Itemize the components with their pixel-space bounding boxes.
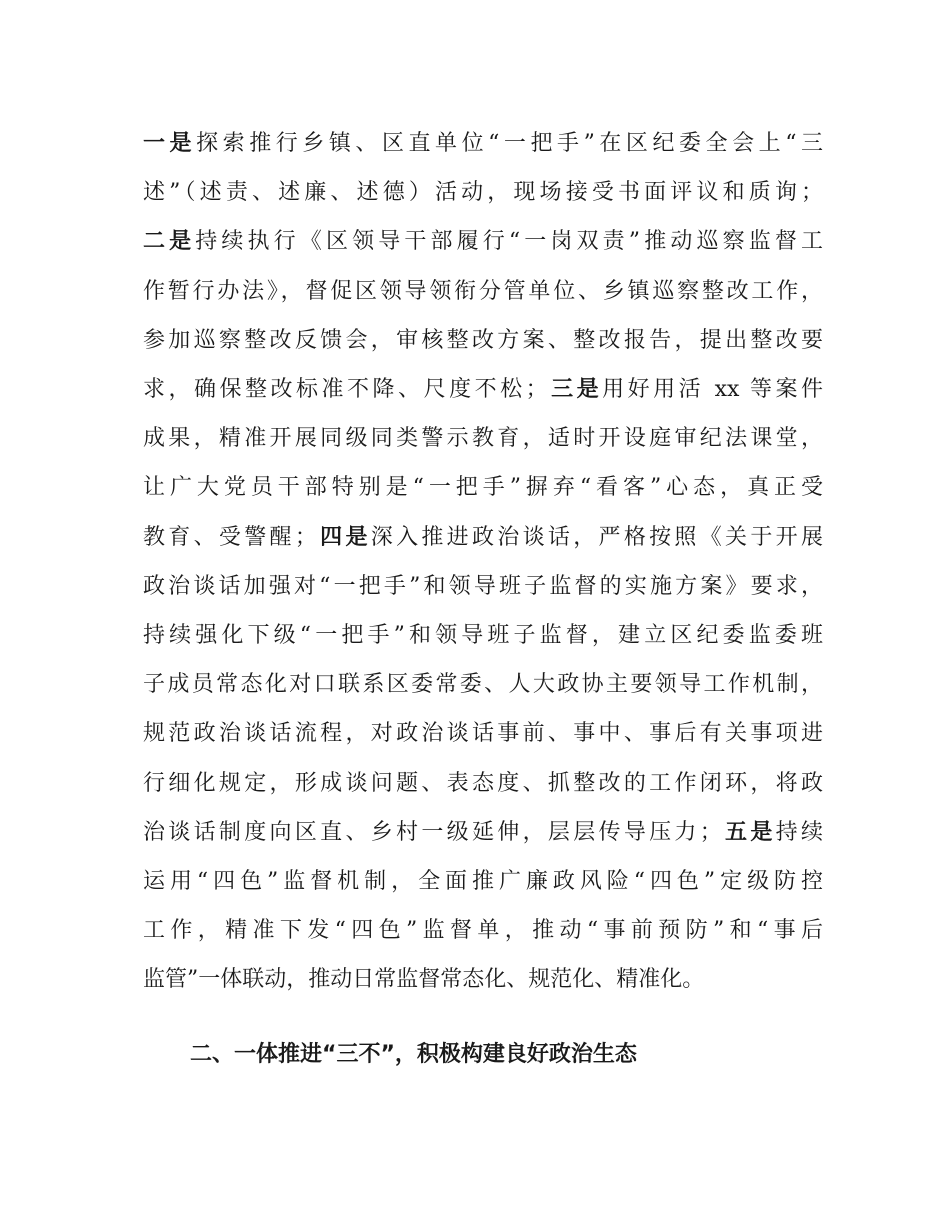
text-line (143, 961, 823, 999)
text-line (143, 223, 823, 261)
text-line (143, 174, 823, 212)
line-text: 监管”一体联动，推动日常监督常态化、规范化、精准化。 (143, 967, 705, 992)
text-line (143, 912, 823, 950)
line-text: 参加巡察整改反馈会，审核整改方案、整改报告，提出整改要 (143, 328, 823, 353)
section-heading: 二、一体推进“三不”，积极构建良好政治生态 (190, 1042, 637, 1067)
text-line (143, 519, 823, 557)
line-text: 运用“四色”监督机制，全面推广廉政风险“四色”定级防控 (143, 869, 823, 894)
line-text: 规范政治谈话流程，对政治谈话事前、事中、事后有关事项进 (143, 721, 823, 746)
text-line (143, 322, 823, 360)
line-text: 持续强化下级“一把手”和领导班子监督，建立区纪委监委班 (143, 623, 823, 648)
line-text: 深入推进政治谈话，严格按照《关于开展 (370, 525, 823, 550)
line-text: 教育、受警醒； (143, 525, 317, 550)
enumeration-marker: 三是 (547, 377, 603, 402)
line-text: 持续执行《区领导干部履行“一岗双责”推动巡察监督工 (195, 229, 823, 254)
line-text: 持续 (775, 820, 823, 845)
text-line (143, 273, 823, 311)
enumeration-marker: 五是 (721, 820, 776, 845)
enumeration-marker: 四是 (316, 525, 371, 550)
text-line (143, 469, 823, 507)
line-text: 工作，精准下发“四色”监督单，推动“事前预防”和“事后 (143, 918, 823, 943)
line-text: 用好用活 xx 等案件 (602, 377, 823, 402)
line-text: 作暂行办法》，督促区领导领衔分管单位、乡镇巡察整改工作， (143, 279, 823, 304)
line-text: 求，确保整改标准不降、尺度不松； (143, 377, 548, 402)
text-line (143, 666, 823, 704)
text-line (143, 715, 823, 753)
enumeration-marker: 二是 (143, 229, 196, 254)
enumeration-marker: 一是 (143, 131, 197, 156)
line-text: 述”（述责、述廉、述德）活动，现场接受书面评议和质询； (143, 180, 823, 205)
line-text: 成果，精准开展同级同类警示教育，适时开设庭审纪法课堂， (143, 426, 823, 451)
line-text: 政治谈话加强对“一把手”和领导班子监督的实施方案》要求， (143, 574, 823, 599)
text-line (143, 765, 823, 803)
text-line (143, 863, 823, 901)
text-line (143, 420, 823, 458)
line-text: 子成员常态化对口联系区委常委、人大政协主要领导工作机制， (143, 672, 823, 697)
text-line (143, 617, 823, 655)
line-text: 让广大党员干部特别是“一把手”摒弃“看客”心态，真正受 (143, 475, 823, 500)
line-text: 治谈话制度向区直、乡村一级延伸，层层传导压力； (143, 820, 722, 845)
line-text: 探索推行乡镇、区直单位“一把手”在区纪委全会上“三 (196, 131, 823, 156)
text-line (143, 568, 823, 606)
text-line (143, 125, 823, 163)
text-line (143, 814, 823, 852)
line-text: 行细化规定，形成谈问题、表态度、抓整改的工作闭环，将政 (143, 771, 823, 796)
text-line (143, 371, 823, 409)
